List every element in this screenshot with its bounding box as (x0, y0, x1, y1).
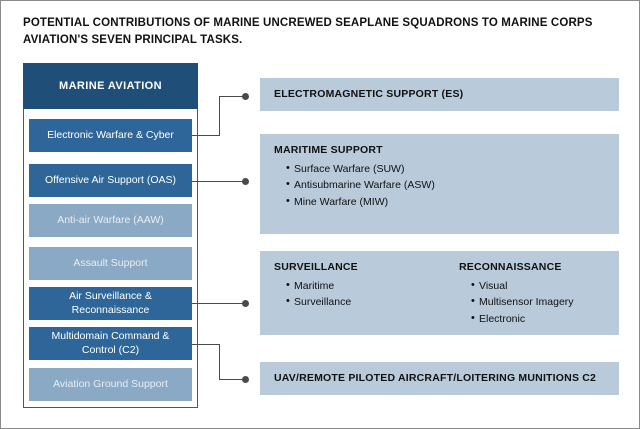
box-surveillance-reconnaissance (260, 251, 619, 335)
task-air-surveillance-reconnaissance[interactable]: Air Surveillance & Reconnaissance (29, 287, 192, 320)
task-multidomain-command-control[interactable]: Multidomain Command & Control (C2) (29, 327, 192, 360)
connector-oas-h2 (219, 181, 243, 182)
box-maritime-support (260, 134, 619, 234)
connector-asr-h1 (192, 303, 219, 304)
connector-dot-maritime (242, 178, 249, 185)
box-uav-header: UAV/REMOTE PILOTED AIRCRAFT/LOITERING MUNITIONS C2 (274, 372, 597, 384)
box-reconnaissance-header: RECONNAISSANCE (459, 261, 562, 273)
connector-c2-h2 (219, 379, 243, 380)
connector-c2-h1 (192, 344, 219, 345)
connector-ew-v (219, 96, 220, 136)
task-assault-support[interactable]: Assault Support (29, 247, 192, 280)
connector-dot-surveillance (242, 300, 249, 307)
task-electronic-warfare-cyber[interactable]: Electronic Warfare & Cyber (29, 119, 192, 152)
page-title: POTENTIAL CONTRIBUTIONS OF MARINE UNCREWED SEAPLANE SQUADRONS TO MARINE CORPS AVIATION'S SEVEN PRINCIPAL TASKS. (23, 17, 593, 46)
box-electromagnetic-support (260, 78, 619, 111)
marine-aviation-header: MARINE AVIATION (23, 63, 198, 109)
list-item: • Maritime (286, 278, 459, 294)
box-es-header: ELECTROMAGNETIC SUPPORT (ES) (274, 88, 464, 100)
box-uav-c2 (260, 362, 619, 395)
list-item: • Surveillance (286, 294, 459, 310)
list-item: • Mine Warfare (MIW) (286, 194, 605, 210)
list-item: • Visual (471, 278, 574, 294)
box-surveillance-header: SURVEILLANCE (274, 261, 358, 273)
connector-c2-v (219, 344, 220, 380)
task-aviation-ground-support[interactable]: Aviation Ground Support (29, 368, 192, 401)
box-maritime-list (274, 161, 605, 210)
box-maritime-header: MARITIME SUPPORT (274, 144, 383, 156)
surveillance-column (274, 261, 459, 327)
box-reconnaissance-list (459, 278, 574, 327)
task-offensive-air-support[interactable]: Offensive Air Support (OAS) (29, 164, 192, 197)
connector-ew-h2 (219, 96, 243, 97)
connector-dot-uav (242, 376, 249, 383)
list-item: • Antisubmarine Warfare (ASW) (286, 177, 605, 193)
reconnaissance-column (459, 261, 574, 327)
box-surveillance-list (274, 278, 459, 311)
connector-ew-h1 (192, 135, 219, 136)
list-item: • Electronic (471, 311, 574, 327)
connector-oas-h1 (192, 181, 219, 182)
task-anti-air-warfare[interactable]: Anti-air Warfare (AAW) (29, 204, 192, 237)
list-item: • Multisensor Imagery (471, 294, 574, 310)
connector-dot-es (242, 93, 249, 100)
list-item: • Surface Warfare (SUW) (286, 161, 605, 177)
connector-asr-h2 (219, 303, 243, 304)
